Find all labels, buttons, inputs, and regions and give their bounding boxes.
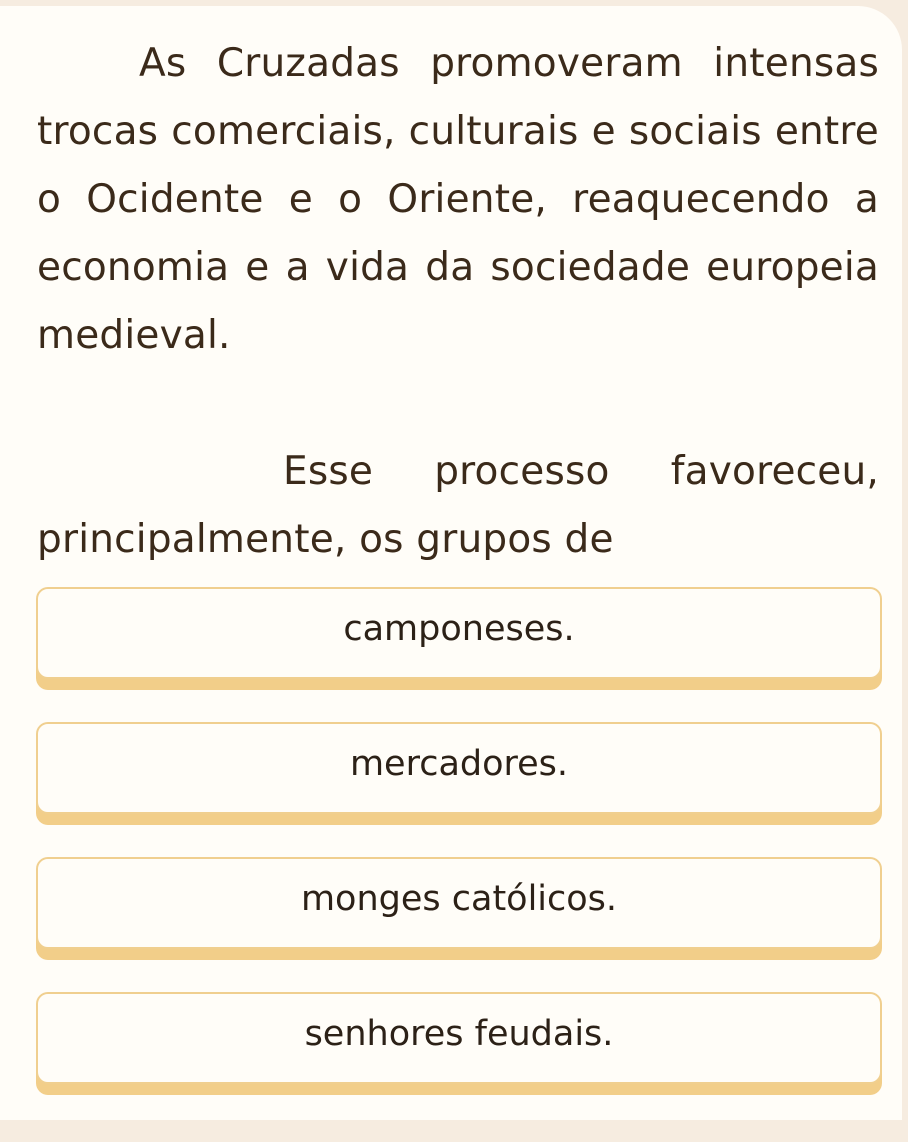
answer-option-label: mercadores. — [349, 744, 569, 784]
answer-option-mercadores[interactable] — [36, 722, 882, 814]
question-card — [0, 6, 902, 1120]
answer-option-label: camponeses. — [343, 609, 575, 649]
answer-option-senhores-feudais[interactable] — [36, 992, 882, 1084]
answer-option-monges-catolicos[interactable] — [36, 857, 882, 949]
answer-option-label: senhores feudais. — [304, 1014, 614, 1054]
answer-options — [36, 587, 882, 1127]
answer-option-label: monges católicos. — [300, 879, 618, 919]
question-text — [37, 30, 879, 574]
answer-option-camponeses[interactable] — [36, 587, 882, 679]
question-context-paragraph: As Cruzadas promoveram intensas trocas comerciais, culturais e sociais entre o Ocidente e o Oriente, reaquecendo a economia e a vida da sociedade europeia medieval. — [37, 41, 879, 358]
question-prompt-paragraph: Esse processo favoreceu, principalmente, os grupos de — [37, 449, 879, 562]
